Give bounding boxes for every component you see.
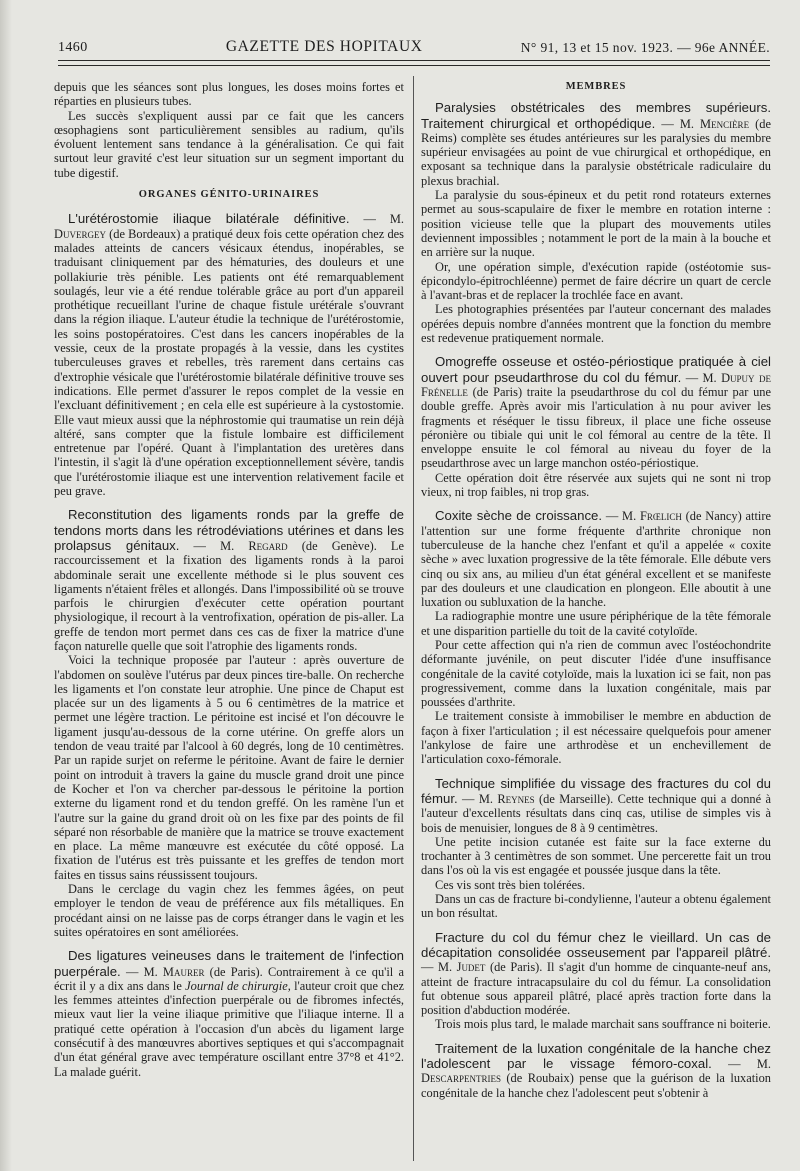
paragraph: Dans le cerclage du vagin chez les femmes âgées, on peut employer le tendon de veau de préférence aux fils métalliques. En procédant ainsi on ne laisse pas de corps étranger dans le vagin et les suites opératoires en sont améliorées. bbox=[54, 882, 404, 939]
paragraph: Une petite incision cutanée est faite sur la face externe du trochanter à 3 centimètres de son sommet. Une percerette fait un trou dans l'os où la vis est engagée et poussée jusque dans la tête. bbox=[421, 834, 771, 878]
article: Reconstitution des ligaments ronds par la greffe de tendons morts dans les rétrodéviations utérines et dans les prolapsus génitaux. — M. Regard (de Genève). Le raccourcissement et la fixation des ligaments ronds à la paroi abdominale serait une excellente méthode si le plus souvent ces ligaments n'étaient frêles et allongés. Dans l'impossibilité où se trouve parfois le chirurgien d'exécuter cette opération pourtant physiologique, il recourt à la ventrofixation, opération de pis-aller. La greffe de tendon mort permet dans ces cas de fixer la matrice d'une façon naturelle quelle que soit l'atrophie des ligaments ronds. Voici la technique proposée par l'auteur : après ouverture de l'abdomen on soulève l'utérus par deux pinces tire-balle. On recherche les ligaments et l'on constate leur atrophie. Une pince de Chaput est placée sur un des ligaments à 5 ou 6 centimètres de la matrice et permet une légère traction. Le péritoine est incisé et l'on découvre le ligament jusqu'au-dessous de la corne utérine. On greffe alors un tendon de veau traité par l'alcool à 60 degrés, long de 10 centimètres. Par un rapide surjet on referme le péritoine. Avant de faire le dernier point on introduit à travers la gaine du muscle grand droit une pince de Kocher et l'on va chercher par-dessous le péritoine la portion externe du ligament rond et du tendon greffé. On les ramène l'un et l'autre sur la gaine du grand droit où on les fixe par des points de fil séparé non résorbable de manière que la matrice se trouve exactement en place. La même manœuvre est exécutée du côté opposé. La fixation de l'utérus est très puissante et les greffes de tendon mort faites en tissus sains réussissent toujours. Dans le cerclage du vagin chez les femmes âgées, on peut employer le tendon de veau de préférence aux fils métalliques. En procédant ainsi on ne laisse pas de corps étranger dans le vagin et les suites opératoires en sont améliorées. bbox=[54, 507, 404, 939]
header-rule-thick bbox=[58, 60, 770, 61]
header-rule-thin bbox=[58, 65, 770, 66]
article-title: L'urétérostomie iliaque bilatérale définitive. bbox=[68, 211, 350, 227]
article-body: (de Marseille). Cette technique qui a donné à l'auteur d'excellents résultats dans cinq cas, utilise de simples vis à bois de menuisier, longues de 8 à 9 centimètres. bbox=[421, 791, 771, 835]
column-divider bbox=[413, 76, 414, 1161]
paragraph: Cette opération doit être réservée aux sujets qui ne sont ni trop vieux, ni trop faibles, ni trop gras. bbox=[421, 470, 771, 500]
paragraph: Voici la technique proposée par l'auteur : après ouverture de l'abdomen on soulève l'utérus par deux pinces tire-balle. On recherche les ligaments et l'on constate leur atrophie. Une pince de Chaput est placée sur un des ligaments à 5 ou 6 centimètres de la matrice et permet une légère traction. Le péritoine est incisé et l'on découvre le ligament jusqu'au-dessous de la corne utérine. On greffe alors un tendon de veau traité par l'alcool à 60 degrés, long de 10 centimètres. Par un rapide surjet on referme le péritoine. Avant de faire le dernier point on introduit à travers la gaine du muscle grand droit une pince de Kocher et l'on va chercher par-dessous le péritoine la portion externe du ligament rond et du tendon greffé. On les ramène l'un et l'autre sur la gaine du grand droit où on les fixe par des points de fil séparé non résorbable de manière que la matrice se trouve exactement en place. La même manœuvre est exécutée du côté opposé. La fixation de l'utérus est très puissante et les greffes de tendon mort faites en tissus sains réussissent toujours. bbox=[54, 653, 404, 882]
paragraph: depuis que les séances sont plus longues, les doses moins fortes et réparties en plusieurs tubes. bbox=[54, 80, 404, 109]
article-body: (de Reims) complète ses études antérieures sur les paralysies du membre supérieur envisagées au point de vue chirurgical et orthopédique, en exposant sa technique dans la paralysie obstétricale radiculaire du plexus brachial. bbox=[421, 116, 771, 188]
paragraph: Pour cette affection qui n'a rien de commun avec l'ostéochondrite déformante juvénile, on peut discuter l'idée d'une insuffisance congénitale de la cavité cotyloïde, mais la luxation ici se fait, non pas progressivement, comme dans la luxation congénitale, mais par poussées d'arthrite. bbox=[421, 637, 771, 710]
article-body: (de Paris). Contrairement à ce qu'il a écrit il y a dix ans dans le bbox=[54, 964, 404, 993]
article-body: (de Roubaix) pense que la guérison de la luxation congénitale de la hanche chez l'adolescent peut s'obtenir à bbox=[421, 1071, 771, 1100]
article-title: Reconstitution des ligaments ronds par la greffe de tendons morts dans les rétrodéviations utérines et dans les prolapsus génitaux. bbox=[54, 507, 404, 553]
article-body: (de Bordeaux) a pratiqué deux fois cette opération chez des malades atteints de cancers vésicaux étendus, inopérables, se traduisant cliniquement par des hématuries, des douleurs et une pollakiurie très pénible. Les patients ont été remarquablement soulagés, leur vie a été rendue tolérable grâce au port d'un appareil prothétique recueillant l'urine de chaque fistule urétérale s'ouvrant dans la région iliaque. L'auteur étudie la technique de l'urétérostomie, les soins postopératoires. C'est dans les cancers inopérables de la vessie, ceux de la prostate propagés à la vessie, dans les cystites tuberculeuses graves et rebelles, très rarement dans certains cas d'extrophie vésicale que l'urétérostomie bilatérale définitive trouve ses indications. Elle permet d'assurer le repos complet de la vessie en l'excluant définitivement ; en cela elle est supérieure à la cystostomie. Elle vaut mieux aussi que la néphrostomie qui traumatise un rein déjà altéré, sans compter que la fistule lombaire est difficilement entretenue par l'opéré. Quant à l'implantation des uretères dans l'intestin, il s'agit là d'une opération exceptionnellement sévère, tandis que l'urétérostomie iliaque est une intervention relativement facile et peu grave. bbox=[54, 226, 404, 499]
paragraph: Les succès s'expliquent aussi par ce fait que les cancers œsophagiens sont particulièrement sensibles au radium, qu'ils évoluent lentement sans tendance à la généralisation. Ce qui fait surtout leur gravité c'est leur situation sur un segment important du tube digestif. bbox=[54, 108, 404, 180]
article: Traitement de la luxation congénitale de la hanche chez l'adolescent par le vissage fémoro-coxal. — M. Descarpentries (de Roubaix) pense que la guérison de la luxation congénitale de la hanche chez l'adolescent peut s'obtenir à bbox=[421, 1040, 771, 1100]
article-title: Omogreffe osseuse et ostéo-périostique pratiquée à ciel ouvert pour pseudarthrose du col du fémur. bbox=[421, 354, 771, 385]
page-binding-shadow bbox=[0, 0, 12, 1171]
article-author: M. Reynes bbox=[478, 791, 535, 806]
paragraph: Or, une opération simple, d'exécution rapide (ostéotomie sus-épicondylo-épitrochléenne) permet de faire décrire un quart de cercle à l'avant-bras et de replacer la trochlée face en avant. bbox=[421, 259, 771, 303]
page-header bbox=[58, 30, 770, 56]
article: Paralysies obstétricales des membres supérieurs. Traitement chirurgical et orthopédique. — M. Mencière (de Reims) complète ses études antérieures sur les paralysies du membre supérieur envisagées au point de vue chirurgical et orthopédique, en exposant sa technique dans la paralysie obstétricale radiculaire du plexus brachial. La paralysie du sous-épineux et du petit rond rotateurs externes permet au sous-scapulaire de fixer le membre en rotation interne : position vicieuse telle que la plupart des mouvements utiles deviennent impossibles ; notamment le port de la main à la bouche et en arrière sur la nuque. Or, une opération simple, d'exécution rapide (ostéotomie sus-épicondylo-épitrochléenne) permet de faire décrire un quart de cercle à l'avant-bras et de replacer la trochlée face en avant. Les photographies présentées par l'auteur concernant des malades opérées depuis nombre d'années montrent que la fonction du membre est redevenue pratiquement normale. bbox=[421, 100, 771, 346]
article-title: Fracture du col du fémur chez le vieillard. Un cas de décapitation consolidée osseusement par l'appareil plâtré. bbox=[421, 929, 771, 960]
issue-info: N° 91, 13 et 15 nov. 1923. — 96e ANNÉE. bbox=[520, 40, 770, 55]
article: Technique simplifiée du vissage des fractures du col du fémur. — M. Reynes (de Marseille). Cette technique qui a donné à l'auteur d'excellents résultats dans cinq cas, utilise de simples vis à bois de menuisier, longues de 8 à 9 centimètres. Une petite incision cutanée est faite sur la face externe du trochanter à 3 centimètres de son sommet. Une percerette fait un trou dans l'os où la vis est engagée et poussée jusque dans la tête. Ces vis sont très bien tolérées. Dans un cas de fracture bi-condylienne, l'auteur a obtenu également un bon résultat. bbox=[421, 775, 771, 921]
article-author: M. Regard bbox=[220, 538, 288, 553]
article-author: M. Judet bbox=[437, 960, 486, 975]
article-author: M. Dupuy de Frénelle bbox=[421, 370, 771, 399]
section-heading: ORGANES GÉNITO-URINAIRES bbox=[138, 189, 320, 201]
paragraph: Le traitement consiste à immobiliser le membre en abduction de façon à fixer l'articulation ; il est nécessaire quelquefois pour amener l'ankylose de faire une arthrodèse et un enchevillement de l'articulation coxo-fémorale. bbox=[421, 709, 771, 767]
article-author: M. Descarpentries bbox=[421, 1057, 771, 1086]
article-author: M. Maurer bbox=[143, 964, 205, 979]
section-heading: MEMBRES bbox=[565, 81, 627, 92]
article-title: Traitement de la luxation congénitale de la hanche chez l'adolescent par le vissage fémoro-coxal. bbox=[421, 1040, 771, 1071]
article-title: Technique simplifiée du vissage des fractures du col du fémur. bbox=[421, 775, 771, 806]
paragraph: Ces vis sont très bien tolérées. bbox=[435, 877, 586, 892]
journal-title: GAZETTE DES HOPITAUX bbox=[225, 38, 423, 55]
page-number: 1460 bbox=[58, 40, 88, 55]
article: Coxite sèche de croissance. — M. Frœlich (de Nancy) attire l'attention sur une forme fréquente d'arthrite chronique non tuberculeuse de la hanche chez l'enfant et qu'il a appelée « coxite sèche » avec luxation progressive de la tête fémorale. Elle débute vers cinq ou six ans, au milieu d'un état général excellent et se manifeste par des douleurs et une claudication en plongeon. Elle aboutit à une luxation ou subluxation de la hanche. La radiographie montre une usure périphérique de la tête fémorale et une disparition partielle du toit de la cavité cotyloïde. Pour cette affection qui n'a rien de commun avec l'ostéochondrite déformante juvénile, on peut discuter l'idée d'une insuffisance congénitale de la cavité cotyloïde, mais la luxation ici se fait, non pas progressivement, comme dans la luxation congénitale, mais par poussées d'arthrite. Le traitement consiste à immobiliser le membre en abduction de façon à fixer l'articulation ; il est nécessaire quelquefois pour amener l'ankylose de faire une arthrodèse et un enchevillement de l'articulation coxo-fémorale. bbox=[421, 508, 771, 767]
article-body: (de Genève). Le raccourcissement et la fixation des ligaments ronds à la paroi abdominale serait une excellente méthode si le plus souvent ces ligaments n'étaient frêles et allongés. Dans l'impossibilité où se trouve parfois le chirurgien d'exécuter cette opération pourtant physiologique, il recourt à la ventrofixation, opération de pis-aller. La greffe de tendon mort permet dans ces cas de fixer la matrice d'une façon naturelle quelle que soit l'atrophie des ligaments ronds. bbox=[54, 538, 404, 653]
article-body: , l'auteur croit que chez les femmes atteintes d'infection puerpérale ou de fibromes infectés, mieux vaut lier la veine iliaque primitive que l'iliaque interne. Il a pratiqué cette opération à l'occasion d'un abcès du ligament large consécutif à des manœuvres abortives septiques et qui s'accompagnait d'un état général grave avec température oscillant entre 37°8 et 41°2. La malade guérit. bbox=[54, 978, 404, 1079]
article-body: (de Paris) traite la pseudarthrose du col du fémur par une double greffe. Après avoir mis l'articulation à nu pour aviver les fragments et réséquer le tissu fibreux, il place une fiche osseuse péronière ou tibiale qui unit le col fémoral au centre de la tête. Il enveloppe ensuite le col fémoral au niveau du foyer de la pseudarthrose avec un large manchon ostéo-périostique. bbox=[421, 384, 771, 471]
article: L'urétérostomie iliaque bilatérale définitive. — M. Duvergey (de Bordeaux) a pratiqué deux fois cette opération chez des malades atteints de cancers vésicaux étendus, inopérables, se traduisant cliniquement par des hématuries, des douleurs et une pollakiurie très pénible. Les patients ont été remarquablement soulagés, leur vie a été rendue tolérable grâce au port d'un appareil prothétique recueillant l'urine de chaque fistule urétérale s'ouvrant dans la région iliaque. L'auteur étudie la technique de l'urétérostomie, les soins postopératoires. C'est dans les cancers inopérables de la vessie, ceux de la prostate propagés à la vessie, dans les cystites tuberculeuses graves et rebelles, très rarement dans certains cas d'extrophie vésicale que l'urétérostomie bilatérale définitive trouve ses indications. Elle permet d'assurer le repos complet de la vessie en l'excluant définitivement ; en cela elle est supérieure à la cystostomie. Elle vaut mieux aussi que la néphrostomie qui traumatise un rein déjà altéré, sans compter que la fistule lombaire est difficilement entretenue par l'opéré. Quant à l'implantation des uretères dans l'intestin, il s'agit là d'une opération exceptionnellement sévère, tandis que l'urétérostomie iliaque est une intervention relativement facile et peu grave. bbox=[54, 211, 404, 499]
article-title: Coxite sèche de croissance. bbox=[435, 508, 603, 524]
article-title: Des ligatures veineuses dans le traitement de l'infection puerpérale. bbox=[54, 948, 404, 979]
paragraph: Trois mois plus tard, le malade marchait sans souffrance ni boiterie. bbox=[435, 1017, 771, 1032]
article-body: (de Paris). Il s'agit d'un homme de cinquante-neuf ans, atteint de fracture intracapsulaire du col du fémur. La consolidation fut obtenue sous appareil plâtré, placé après traction forte dans la position d'abduction modérée. bbox=[421, 960, 771, 1018]
article: Fracture du col du fémur chez le vieillard. Un cas de décapitation consolidée osseusement par l'appareil plâtré. — M. Judet (de Paris). Il s'agit d'un homme de cinquante-neuf ans, atteint de fracture intracapsulaire du col du fémur. La consolidation fut obtenue sous appareil plâtré, placé après traction forte dans la position d'abduction modérée. Trois mois plus tard, le malade marchait sans souffrance ni boiterie. bbox=[421, 929, 771, 1032]
paragraph: La radiographie montre une usure périphérique de la tête fémorale et une disparition partielle du toit de la cavité cotyloïde. bbox=[421, 609, 771, 638]
left-column bbox=[54, 80, 404, 1079]
article: Omogreffe osseuse et ostéo-périostique pratiquée à ciel ouvert pour pseudarthrose du col du fémur. — M. Dupuy de Frénelle (de Paris) traite la pseudarthrose du col du fémur par une double greffe. Après avoir mis l'articulation à nu pour aviver les fragments et réséquer le tissu fibreux, il place une fiche osseuse péronière ou tibiale qui unit le col fémoral au centre de la tête. Il enveloppe ensuite le col fémoral au niveau du foyer de la pseudarthrose avec un large manchon ostéo-périostique. Cette opération doit être réservée aux sujets qui ne sont ni trop vieux, ni trop faibles, ni trop gras. bbox=[421, 354, 771, 500]
right-column bbox=[421, 80, 771, 1100]
article-body: (de Nancy) attire l'attention sur une forme fréquente d'arthrite chronique non tuberculeuse de la hanche chez l'enfant et qu'il a appelée « coxite sèche » avec luxation progressive de la tête fémorale. Elle débute vers cinq ou six ans, au milieu d'un état général excellent et se manifeste par des douleurs et une claudication en plongeon. Elle aboutit à une luxation ou subluxation de la hanche. bbox=[421, 509, 771, 610]
journal-reference: Journal de chirurgie bbox=[185, 978, 288, 993]
article-author: M. Mencière bbox=[679, 116, 750, 131]
article-author: M. Duvergey bbox=[54, 212, 404, 241]
article-author: M. Frœlich bbox=[622, 509, 682, 524]
paragraph: Les photographies présentées par l'auteur concernant des malades opérées depuis nombre d'années montrent que la fonction du membre est redevenue pratiquement normale. bbox=[421, 302, 771, 346]
paragraph: Dans un cas de fracture bi-condylienne, l'auteur a obtenu également un bon résultat. bbox=[421, 892, 771, 921]
paragraph: La paralysie du sous-épineux et du petit rond rotateurs externes permet au sous-scapulaire de fixer le membre en rotation interne : position vicieuse telle que la plupart des mouvements utiles deviennent impossibles ; notamment le port de la main à la bouche et en arrière sur la nuque. bbox=[421, 188, 771, 260]
article-title: Paralysies obstétricales des membres supérieurs. Traitement chirurgical et orthopédique. bbox=[421, 100, 771, 131]
article: Des ligatures veineuses dans le traitement de l'infection puerpérale. — M. Maurer (de Paris). Contrairement à ce qu'il a écrit il y a dix ans dans le Journal de chirurgie, l'auteur croit que chez les femmes atteintes d'infection puerpérale ou de fibromes infectés, mieux vaut lier la veine iliaque primitive que l'iliaque interne. Il a pratiqué cette opération à l'occasion d'un abcès du ligament large consécutif à des manœuvres abortives septiques et qui s'accompagnait d'un état général grave avec température oscillant entre 37°8 et 41°2. La malade guérit. bbox=[54, 948, 404, 1079]
